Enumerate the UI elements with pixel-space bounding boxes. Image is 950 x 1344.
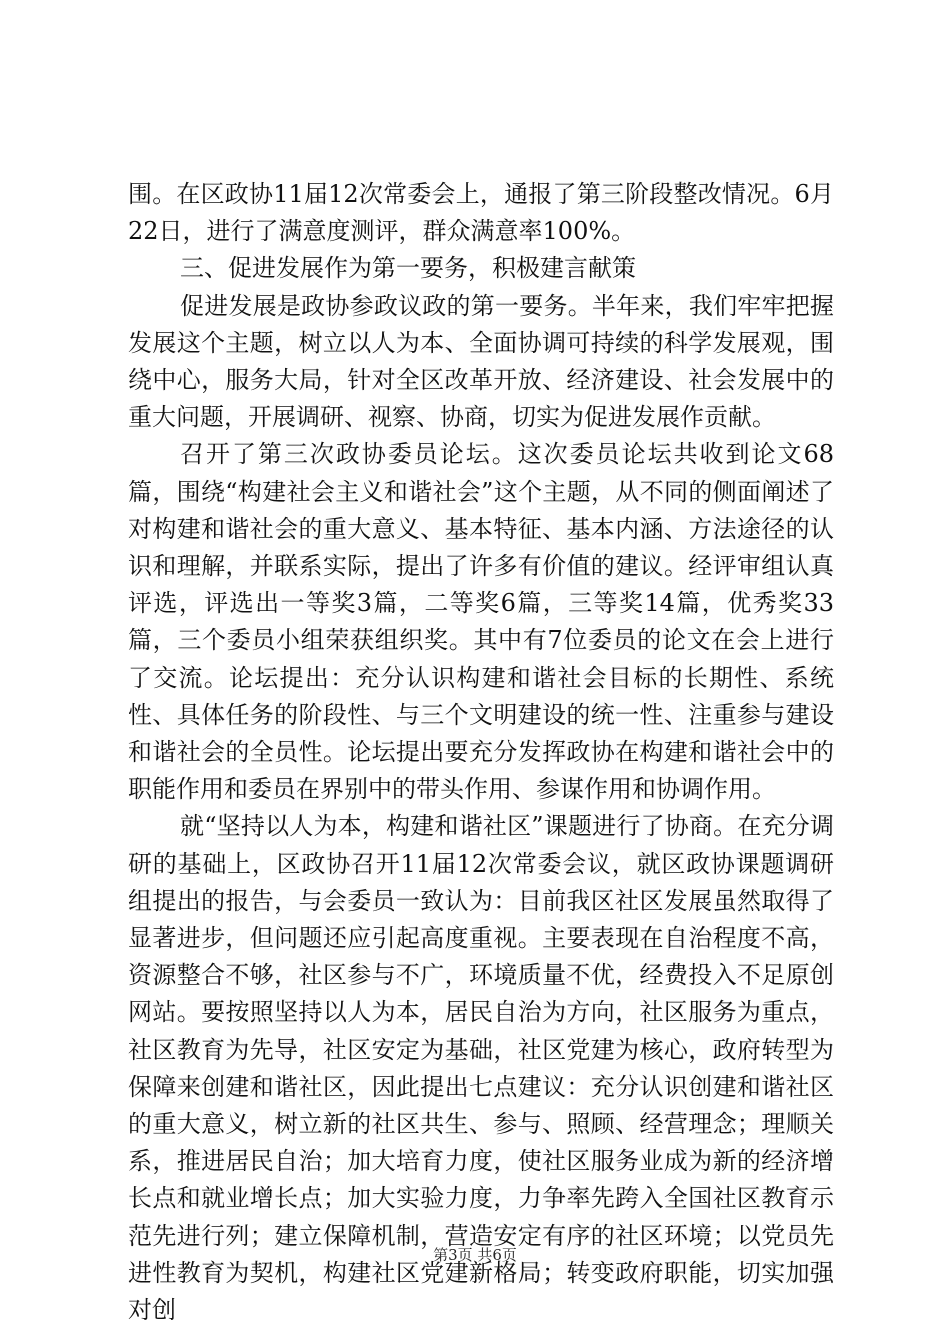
section-heading: 三、促进发展作为第一要务，积极建言献策 [180,254,636,283]
paragraph-continuation: 围。在区政协11届12次常委会上，通报了第三阶段整改情况。6月22日，进行了满意度测评，群众满意率100%。 [128,180,834,246]
document-body [128,176,834,1329]
page-footer: 第3页 共6页 [433,1246,517,1264]
paragraph-forum: 召开了第三次政协委员论坛。这次委员论坛共收到论文68篇，围绕“构建社会主义和谐社会”这个主题，从不同的侧面阐述了对构建和谐社会的重大意义、基本特征、基本内涵、方法途径的认识和理解，并联系实际，提出了许多有价值的建议。经评审组认真评选，评选出一等奖3篇，二等奖6篇，三等奖14篇，优秀奖33篇，三个委员小组荣获组织奖。其中有7位委员的论文在会上进行了交流。论坛提出：充分认识构建和谐社会目标的长期性、系统性、具体任务的阶段性、与三个文明建设的统一性、注重参与建设和谐社会的全员性。论坛提出要充分发挥政协在构建和谐社会中的职能作用和委员在界别中的带头作用、参谋作用和协调作用。 [128,440,834,804]
paragraph-community: 就“坚持以人为本，构建和谐社区”课题进行了协商。在充分调研的基础上，区政协召开11届12次常委会议，就区政协课题调研组提出的报告，与会委员一致认为：目前我区社区发展虽然取得了显著进步，但问题还应引起高度重视。主要表现在自治程度不高，资源整合不够，社区参与不广，环境质量不优，经费投入不足原创网站。要按照坚持以人为本，居民自治为方向，社区服务为重点，社区教育为先导，社区安定为基础，社区党建为核心，政府转型为保障来创建和谐社区，因此提出七点建议：充分认识创建和谐社区的重大意义，树立新的社区共生、参与、照顾、经营理念；理顺关系，推进居民自治；加大培育力度，使社区服务业成为新的经济增长点和就业增长点；加大实验力度，力争率先跨入全国社区教育示范先进行列；建立保障机制，营造安定有序的社区环境；以党员先进性教育为契机，构建社区党建新格局；转变政府职能，切实加强对创 [128,812,834,1325]
paragraph-development: 促进发展是政协参政议政的第一要务。半年来，我们牢牢把握发展这个主题，树立以人为本、全面协调可持续的科学发展观，围绕中心，服务大局，针对全区改革开放、经济建设、社会发展中的重大问题，开展调研、视察、协商，切实为促进发展作贡献。 [128,291,834,432]
